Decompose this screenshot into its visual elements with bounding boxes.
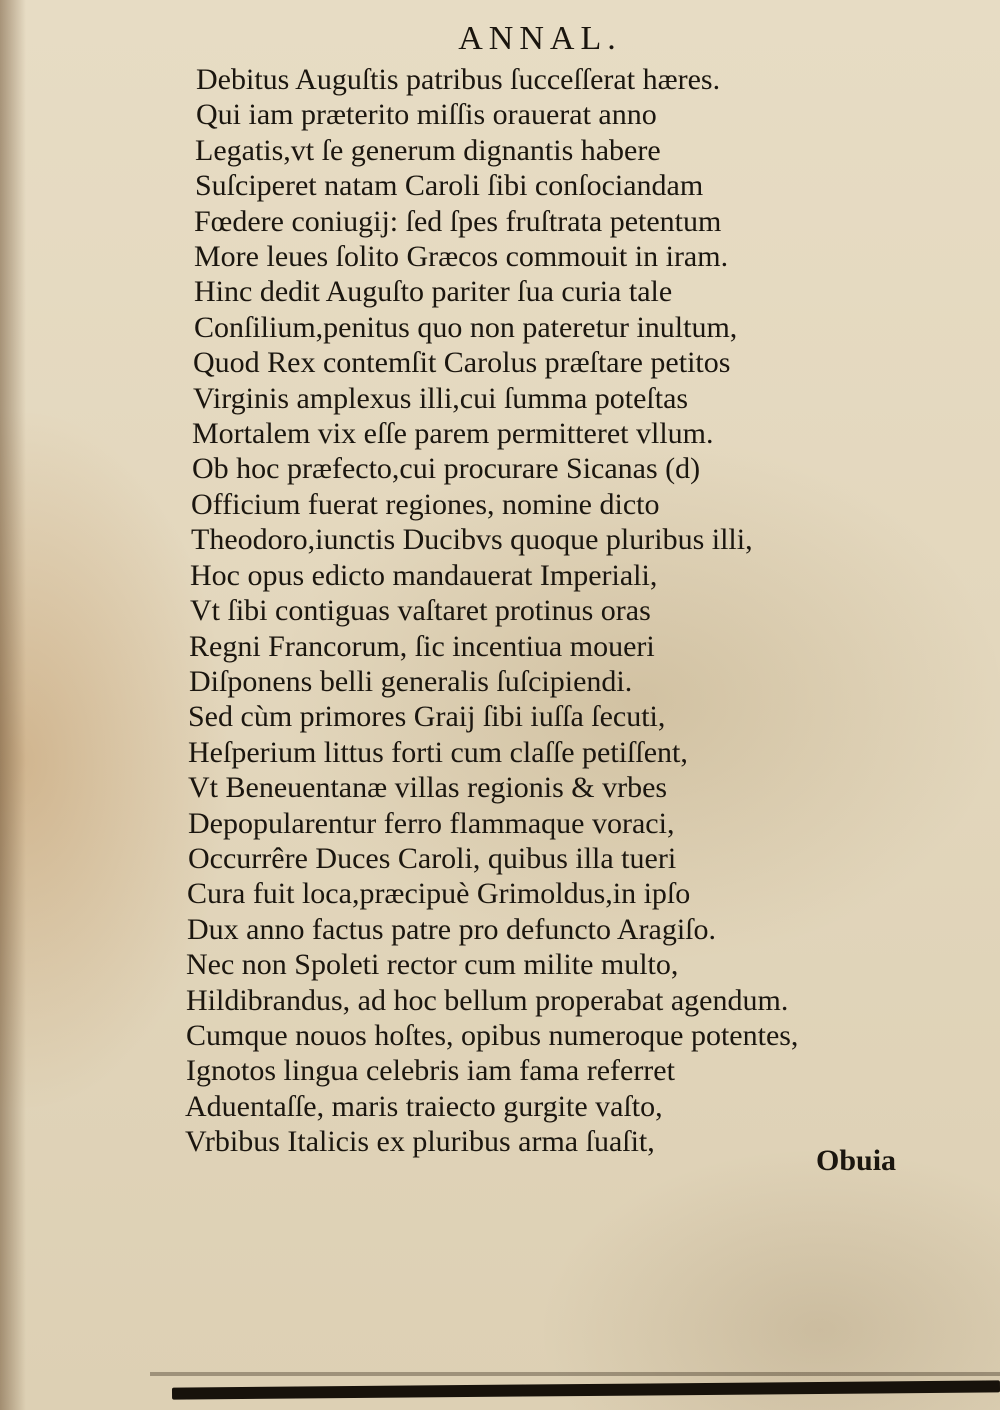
- verse-line: Vrbibus Italicis ex pluribus arma ſuaſit,: [185, 1125, 655, 1159]
- verse-line: Aduentaſſe, maris traiecto gurgite vaſto,: [185, 1089, 663, 1123]
- verse-line: Conſilium,penitus quo non pateretur inultum,: [194, 310, 738, 344]
- verse-line: Vt ſibi contiguas vaſtaret protinus oras: [190, 594, 651, 628]
- verse-line: Vt Beneuentanæ villas regionis & vrbes: [188, 771, 668, 805]
- verse-line: Regni Francorum, ſic incentiua moueri: [189, 629, 655, 663]
- verse-line: Hinc dedit Auguſto pariter ſua curia tale: [194, 275, 673, 309]
- catchword: Obuia: [816, 1144, 897, 1177]
- verse-line: Depopularentur ferro flammaque voraci,: [188, 806, 675, 840]
- verse-line: Debitus Auguſtis patribus ſucceſſerat hæres.: [196, 63, 721, 96]
- verse-line: Heſperium littus forti cum claſſe petiſſent,: [188, 735, 688, 769]
- running-header-title: ANNAL.: [458, 20, 622, 57]
- verse-line: Ignotos lingua celebris iam fama referret: [186, 1054, 675, 1088]
- verse-line: More leues ſolito Græcos commouit in iram.: [194, 240, 729, 274]
- verse-line: Diſponens belli generalis ſuſcipiendi.: [189, 664, 633, 698]
- verse-text-block: [0, 62, 1000, 1160]
- verse-line: Officium fuerat regiones, nomine dicto: [191, 487, 660, 521]
- verse-line: Legatis,vt ſe generum dignantis habere: [195, 133, 661, 167]
- verse-line: Hoc opus edicto mandauerat Imperiali,: [190, 558, 658, 592]
- running-header: [0, 20, 1000, 58]
- verse-line: Virginis amplexus illi,cui ſumma poteſtas: [193, 381, 689, 415]
- verse-line: Dux anno factus patre pro defuncto Aragiſo.: [187, 912, 716, 946]
- verse-line: Cura fuit loca,præcipuè Grimoldus,in ipſo: [187, 877, 691, 911]
- verse-line: Sed cùm primores Graij ſibi iuſſa ſecuti,: [188, 700, 666, 734]
- verse-line: Qui iam præterito miſſis orauerat anno: [196, 98, 657, 132]
- verse-line: Nec non Spoleti rector cum milite multo,: [186, 948, 679, 982]
- verse-line: Ob hoc præfecto,cui procurare Sicanas (d): [192, 452, 701, 486]
- verse-line: Mortalem vix eſſe parem permitteret vllum.: [192, 417, 714, 451]
- verse-line: Occurrêre Duces Caroli, quibus illa tueri: [188, 841, 677, 875]
- binding-edge-shadow: [150, 1372, 1000, 1376]
- verse-line: Quod Rex contemſit Carolus præſtare petitos: [193, 346, 731, 380]
- verse-line: Fœdere coniugij: ſed ſpes fruſtrata petentum: [194, 204, 722, 238]
- verse-line: Suſciperet natam Caroli ſibi conſociandam: [195, 169, 704, 203]
- verse-line: Cumque nouos hoſtes, opibus numeroque potentes,: [186, 1018, 799, 1052]
- verse-line: Hildibrandus, ad hoc bellum properabat agendum.: [186, 983, 789, 1017]
- binding-edge: [172, 1380, 1000, 1399]
- verse-line: Theodoro,iunctis Ducibvs quoque pluribus illi,: [191, 523, 753, 557]
